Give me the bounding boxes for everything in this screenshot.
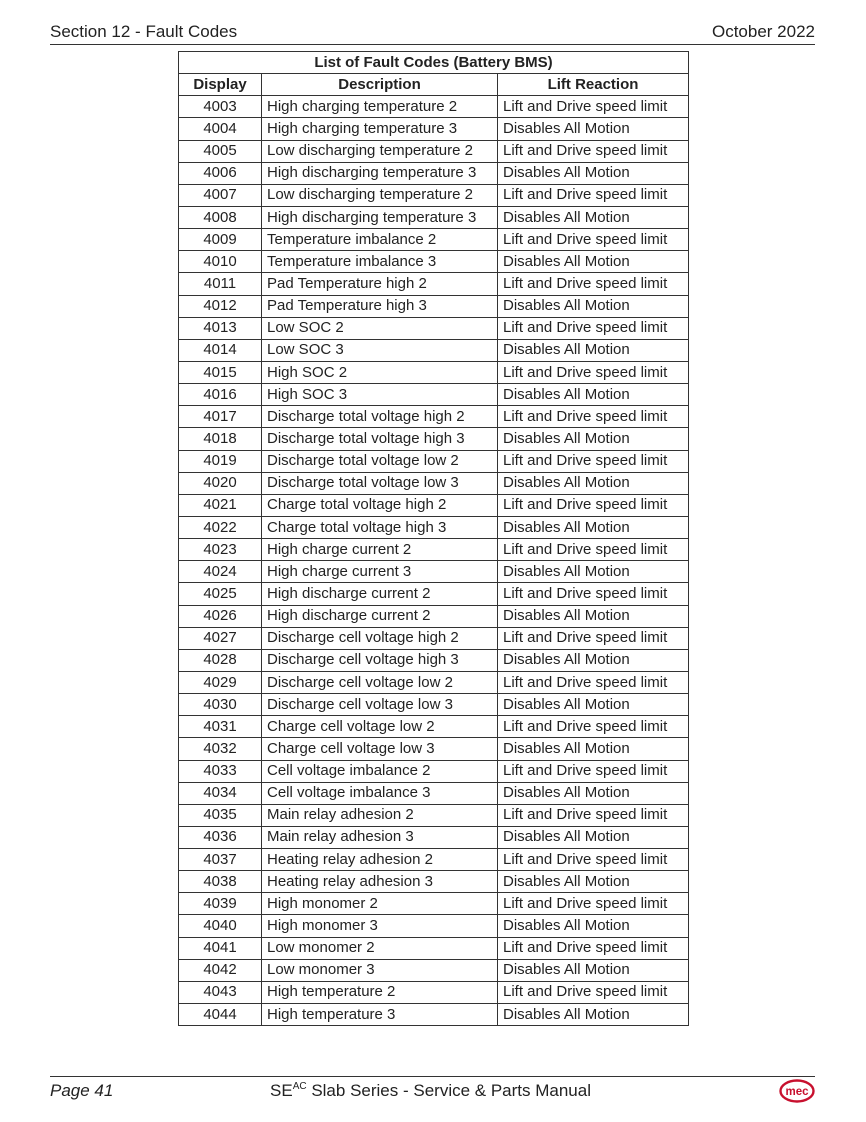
fault-code-cell: 4013 (179, 317, 262, 339)
table-row (179, 849, 689, 871)
table-row (179, 184, 689, 206)
table-row (179, 760, 689, 782)
fault-code-cell: 4016 (179, 384, 262, 406)
fault-description-cell: Discharge cell voltage high 3 (262, 649, 498, 671)
fault-code-cell: 4028 (179, 649, 262, 671)
lift-reaction-cell: Disables All Motion (498, 206, 689, 228)
table-row (179, 206, 689, 228)
fault-description-cell: Charge cell voltage low 2 (262, 716, 498, 738)
lift-reaction-cell: Disables All Motion (498, 295, 689, 317)
lift-reaction-cell: Disables All Motion (498, 339, 689, 361)
fault-description-cell: Low monomer 2 (262, 937, 498, 959)
lift-reaction-cell: Disables All Motion (498, 472, 689, 494)
document-date: October 2022 (711, 22, 815, 41)
table-row (179, 339, 689, 361)
lift-reaction-cell: Lift and Drive speed limit (498, 849, 689, 871)
table-row (179, 627, 689, 649)
table-title: List of Fault Codes (Battery BMS) (179, 52, 689, 74)
fault-code-cell: 4043 (179, 981, 262, 1003)
lift-reaction-cell: Lift and Drive speed limit (498, 406, 689, 428)
lift-reaction-cell: Disables All Motion (498, 782, 689, 804)
fault-code-cell: 4011 (179, 273, 262, 295)
page-header (50, 22, 815, 45)
lift-reaction-cell: Disables All Motion (498, 118, 689, 140)
table-row (179, 981, 689, 1003)
fault-code-cell: 4030 (179, 694, 262, 716)
fault-description-cell: Discharge total voltage high 3 (262, 428, 498, 450)
mec-logo-text: mec (785, 1086, 809, 1098)
fault-code-cell: 4041 (179, 937, 262, 959)
table-row (179, 716, 689, 738)
fault-description-cell: Low monomer 3 (262, 959, 498, 981)
table-row (179, 450, 689, 472)
fault-description-cell: Heating relay adhesion 2 (262, 849, 498, 871)
table-row (179, 162, 689, 184)
table-row (179, 494, 689, 516)
fault-code-cell: 4044 (179, 1004, 262, 1026)
lift-reaction-cell: Disables All Motion (498, 251, 689, 273)
fault-description-cell: Discharge cell voltage low 3 (262, 694, 498, 716)
lift-reaction-cell: Disables All Motion (498, 694, 689, 716)
fault-code-cell: 4034 (179, 782, 262, 804)
table-row (179, 738, 689, 760)
fault-code-cell: 4032 (179, 738, 262, 760)
fault-code-cell: 4020 (179, 472, 262, 494)
mec-logo-icon (779, 1079, 815, 1103)
fault-description-cell: Low discharging temperature 2 (262, 140, 498, 162)
fault-description-cell: High SOC 3 (262, 384, 498, 406)
section-title: Section 12 - Fault Codes (50, 22, 238, 41)
fault-code-cell: 4009 (179, 229, 262, 251)
table-row (179, 804, 689, 826)
column-header-display: Display (179, 74, 262, 96)
fault-description-cell: Cell voltage imbalance 2 (262, 760, 498, 782)
table-row (179, 229, 689, 251)
fault-code-cell: 4027 (179, 627, 262, 649)
table-row (179, 118, 689, 140)
fault-description-cell: Pad Temperature high 2 (262, 273, 498, 295)
lift-reaction-cell: Lift and Drive speed limit (498, 361, 689, 383)
fault-code-cell: 4029 (179, 671, 262, 693)
lift-reaction-cell: Lift and Drive speed limit (498, 583, 689, 605)
fault-description-cell: Charge cell voltage low 3 (262, 738, 498, 760)
table-row (179, 406, 689, 428)
fault-code-cell: 4037 (179, 849, 262, 871)
fault-code-cell: 4033 (179, 760, 262, 782)
table-row (179, 694, 689, 716)
page-number: Page 41 (50, 1081, 114, 1100)
lift-reaction-cell: Disables All Motion (498, 516, 689, 538)
table-row (179, 516, 689, 538)
fault-description-cell: High charge current 2 (262, 539, 498, 561)
table-row (179, 295, 689, 317)
fault-description-cell: Main relay adhesion 3 (262, 826, 498, 848)
lift-reaction-cell: Lift and Drive speed limit (498, 804, 689, 826)
table-row (179, 893, 689, 915)
fault-code-cell: 4031 (179, 716, 262, 738)
fault-code-cell: 4006 (179, 162, 262, 184)
fault-description-cell: High charging temperature 2 (262, 96, 498, 118)
fault-code-cell: 4010 (179, 251, 262, 273)
lift-reaction-cell: Lift and Drive speed limit (498, 671, 689, 693)
fault-description-cell: Charge total voltage high 2 (262, 494, 498, 516)
fault-code-cell: 4018 (179, 428, 262, 450)
fault-description-cell: Discharge total voltage low 2 (262, 450, 498, 472)
fault-code-cell: 4012 (179, 295, 262, 317)
lift-reaction-cell: Disables All Motion (498, 428, 689, 450)
fault-code-cell: 4042 (179, 959, 262, 981)
lift-reaction-cell: Disables All Motion (498, 871, 689, 893)
fault-description-cell: High monomer 3 (262, 915, 498, 937)
table-row (179, 649, 689, 671)
column-header-lift-reaction: Lift Reaction (498, 74, 689, 96)
lift-reaction-cell: Disables All Motion (498, 826, 689, 848)
column-header-description: Description (262, 74, 498, 96)
table-row (179, 251, 689, 273)
table-row (179, 826, 689, 848)
table-row (179, 782, 689, 804)
fault-code-cell: 4036 (179, 826, 262, 848)
lift-reaction-cell: Lift and Drive speed limit (498, 893, 689, 915)
lift-reaction-cell: Lift and Drive speed limit (498, 539, 689, 561)
table-row (179, 539, 689, 561)
fault-description-cell: Main relay adhesion 2 (262, 804, 498, 826)
manual-title-prefix: SE (270, 1081, 293, 1100)
fault-description-cell: Pad Temperature high 3 (262, 295, 498, 317)
table-row (179, 428, 689, 450)
table-row (179, 959, 689, 981)
fault-code-cell: 4035 (179, 804, 262, 826)
fault-code-cell: 4025 (179, 583, 262, 605)
table-row (179, 273, 689, 295)
lift-reaction-cell: Lift and Drive speed limit (498, 716, 689, 738)
fault-description-cell: High temperature 2 (262, 981, 498, 1003)
fault-code-cell: 4022 (179, 516, 262, 538)
fault-code-cell: 4005 (179, 140, 262, 162)
table-row (179, 871, 689, 893)
lift-reaction-cell: Disables All Motion (498, 915, 689, 937)
fault-code-cell: 4038 (179, 871, 262, 893)
table-row (179, 605, 689, 627)
fault-description-cell: High charge current 3 (262, 561, 498, 583)
lift-reaction-cell: Disables All Motion (498, 605, 689, 627)
fault-code-cell: 4003 (179, 96, 262, 118)
table-row (179, 472, 689, 494)
fault-description-cell: Discharge cell voltage high 2 (262, 627, 498, 649)
lift-reaction-cell: Lift and Drive speed limit (498, 937, 689, 959)
fault-codes-table (178, 51, 689, 1026)
fault-description-cell: Low SOC 3 (262, 339, 498, 361)
lift-reaction-cell: Lift and Drive speed limit (498, 760, 689, 782)
fault-description-cell: High discharge current 2 (262, 605, 498, 627)
fault-description-cell: Cell voltage imbalance 3 (262, 782, 498, 804)
lift-reaction-cell: Lift and Drive speed limit (498, 494, 689, 516)
fault-description-cell: Low discharging temperature 2 (262, 184, 498, 206)
table-row (179, 583, 689, 605)
fault-code-cell: 4039 (179, 893, 262, 915)
fault-code-cell: 4040 (179, 915, 262, 937)
lift-reaction-cell: Disables All Motion (498, 162, 689, 184)
lift-reaction-cell: Disables All Motion (498, 649, 689, 671)
fault-code-cell: 4007 (179, 184, 262, 206)
fault-description-cell: High charging temperature 3 (262, 118, 498, 140)
fault-description-cell: Temperature imbalance 2 (262, 229, 498, 251)
lift-reaction-cell: Lift and Drive speed limit (498, 229, 689, 251)
lift-reaction-cell: Lift and Drive speed limit (498, 981, 689, 1003)
table-row (179, 561, 689, 583)
lift-reaction-cell: Lift and Drive speed limit (498, 184, 689, 206)
fault-description-cell: Discharge cell voltage low 2 (262, 671, 498, 693)
fault-code-cell: 4019 (179, 450, 262, 472)
table-row (179, 384, 689, 406)
lift-reaction-cell: Lift and Drive speed limit (498, 627, 689, 649)
table-row (179, 317, 689, 339)
table-row (179, 361, 689, 383)
fault-code-cell: 4021 (179, 494, 262, 516)
manual-title-suffix: Slab Series - Service & Parts Manual (306, 1081, 591, 1100)
table-row (179, 915, 689, 937)
lift-reaction-cell: Lift and Drive speed limit (498, 96, 689, 118)
fault-description-cell: Temperature imbalance 3 (262, 251, 498, 273)
fault-rows (179, 96, 689, 1026)
fault-description-cell: High temperature 3 (262, 1004, 498, 1026)
fault-description-cell: High SOC 2 (262, 361, 498, 383)
fault-code-cell: 4023 (179, 539, 262, 561)
lift-reaction-cell: Disables All Motion (498, 561, 689, 583)
fault-code-cell: 4004 (179, 118, 262, 140)
fault-description-cell: Charge total voltage high 3 (262, 516, 498, 538)
table-row (179, 671, 689, 693)
fault-description-cell: High discharge current 2 (262, 583, 498, 605)
table-row (179, 937, 689, 959)
lift-reaction-cell: Lift and Drive speed limit (498, 140, 689, 162)
lift-reaction-cell: Disables All Motion (498, 959, 689, 981)
fault-description-cell: High monomer 2 (262, 893, 498, 915)
lift-reaction-cell: Lift and Drive speed limit (498, 450, 689, 472)
fault-code-cell: 4015 (179, 361, 262, 383)
table-row (179, 1004, 689, 1026)
fault-description-cell: Low SOC 2 (262, 317, 498, 339)
lift-reaction-cell: Disables All Motion (498, 1004, 689, 1026)
table-row (179, 96, 689, 118)
manual-title-superscript: AC (292, 1081, 307, 1092)
lift-reaction-cell: Lift and Drive speed limit (498, 273, 689, 295)
fault-description-cell: High discharging temperature 3 (262, 162, 498, 184)
fault-code-cell: 4024 (179, 561, 262, 583)
fault-description-cell: Discharge total voltage high 2 (262, 406, 498, 428)
fault-code-cell: 4017 (179, 406, 262, 428)
lift-reaction-cell: Disables All Motion (498, 738, 689, 760)
lift-reaction-cell: Disables All Motion (498, 384, 689, 406)
lift-reaction-cell: Lift and Drive speed limit (498, 317, 689, 339)
fault-code-cell: 4014 (179, 339, 262, 361)
fault-code-cell: 4026 (179, 605, 262, 627)
fault-description-cell: Heating relay adhesion 3 (262, 871, 498, 893)
manual-title (270, 1081, 591, 1101)
fault-description-cell: High discharging temperature 3 (262, 206, 498, 228)
fault-code-cell: 4008 (179, 206, 262, 228)
fault-description-cell: Discharge total voltage low 3 (262, 472, 498, 494)
table-row (179, 140, 689, 162)
page-footer (50, 1076, 815, 1107)
